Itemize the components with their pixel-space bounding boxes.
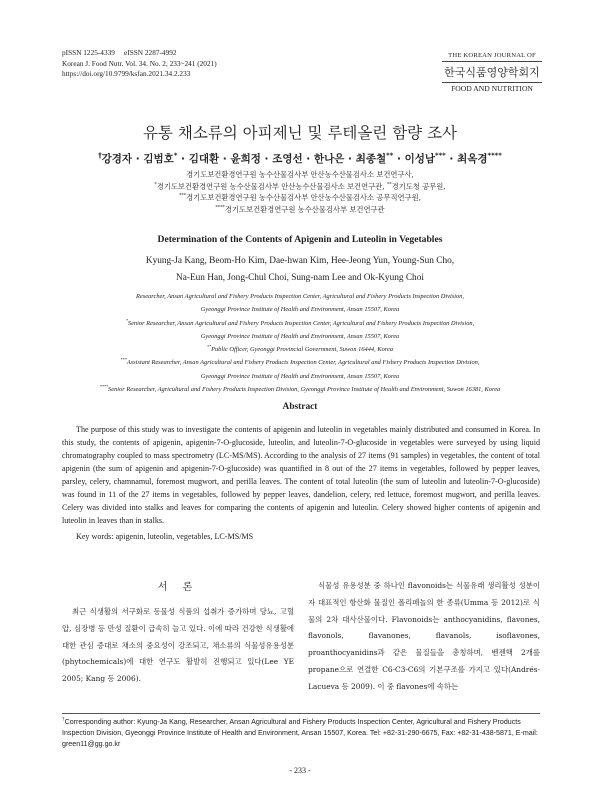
affiliation-mark: **** (215, 205, 225, 211)
author-name: 조영선 (272, 153, 303, 165)
affiliations-kr (0, 169, 600, 215)
citation-line: Korean J. Food Nutr. Vol. 34. No. 2, 233~241 (2021) (62, 58, 217, 68)
affiliation-text: Gyeonggi Province Institute of Health and Environment, Ansan 15507, Korea (200, 332, 400, 340)
paper-title-kr: 유통 채소류의 아피제닌 및 루테올린 함량 조사 (142, 124, 458, 142)
affiliation-text: Assistant Researcher, Ansan Agricultural and Fishery Products Inspection Center, Agricultural and Fishery Products Inspection Division, (126, 359, 480, 367)
footnote-divider (62, 713, 540, 714)
keywords: Key words: apigenin, luteolin, vegetables, LC-MS/MS (76, 532, 254, 541)
footnote-text: Corresponding author: Kyung-Ja Kang, Researcher, Ansan Agricultural and Fishery Products Inspection Center, Agricultural and Fishery Products Inspection Division, Gyeonggi Province Institute of Health and Environment, Ansan 15507, Korea. Tel: +82-31-290-6675, Fax: +82-31-438-5871, E-mail: green11@gg.go.kr (62, 718, 538, 749)
affiliation-kr (0, 192, 600, 204)
author-mark: † (98, 151, 102, 160)
journal-name-en-bottom: FOOD AND NUTRITION (451, 84, 533, 93)
author-name: 한나은 (313, 153, 345, 165)
author-mark: ** (386, 151, 394, 160)
affiliation-text: Senior Researcher, Ansan Agricultural and Fishery Products Inspection Center, Agricultural and Fishery Products Inspection Division, (127, 319, 475, 327)
affiliation-mark: ** (206, 344, 212, 350)
affiliation-text: Public Officer, Gyeonggi Provincial Government, Suwon 16444, Korea (211, 346, 394, 354)
affiliations-en (0, 290, 600, 396)
abstract-heading: Abstract (282, 402, 318, 412)
doi-link[interactable]: https://doi.org/10.9799/ksfan.2021.34.2.233 (62, 69, 191, 79)
author-mark: *** (435, 151, 446, 160)
author-name: 김대환 (188, 153, 220, 165)
affiliation-mark: *** (120, 357, 127, 363)
affiliation-mark: ** (386, 182, 392, 188)
intro-left-column: 최근 식생활의 서구화로 동물성 식품의 섭취가 증가하며 당뇨, 고혈압, 심장병 등 만성 질환이 급속히 늘고 있다. 이에 따라 건강한 식생활에 대한 관심 증대로 채소의 중요성이 강조되고, 채소류의 식물성유용성분(phytochemicals)에 대한 연구도 활발히 진행되고 있다(Lee YE 2005; Kang 등 2006). (62, 607, 294, 684)
journal-masthead (442, 52, 542, 93)
intro-right-column: 식물성 유용성분 중 하나인 flavonoids는 식물유래 생리활성 성분이자 대표적인 항산화 물질인 폴리페놀의 한 종류(Umma 등 2012)로 식물의 2차 대사산물이다. Flavonoids는 anthocyanidins, flavones, flavonols, flavanones, flavanols, isoflavones, proanthocyanidins과 같은 물질들을 총칭하며, 벤젠핵 2개를 propane으로 연결한 C6-C3-C6의 기본구조를 가지고 있다(Andrés-Lacueva 등 2009). 이 중 flavones에 속하는 (308, 581, 540, 691)
authors-kr: †강경자 · 김범호* · 김대환 · 윤희정 · 조영선 · 한나은 · 최종철** · 이성남*** · 최옥경**** (98, 151, 502, 165)
authors-en-line: Kyung-Ja Kang, Beom-Ho Kim, Dae-hwan Kim, Hee-Jeong Yun, Young-Sun Cho, (145, 256, 455, 266)
affiliation-mark: **** (99, 383, 109, 389)
affiliation-en (0, 330, 600, 343)
affiliation-text: 경기도보건환경연구원 농수산물검사부 보건연구관 (224, 204, 385, 214)
citation-block (62, 48, 217, 80)
affiliation-en (0, 343, 600, 356)
authors-en-line: Na-Eun Han, Jong-Chul Choi, Sung-nam Lee and Ok-Kyung Choi (176, 273, 424, 283)
affiliation-text: Senior Researcher, Agricultural and Fishery Products Inspection Division, Gyeonggi Province Institute of Health and Environment, Suwon 16381, Korea (108, 386, 501, 394)
abstract-body: The purpose of this study was to investigate the contents of apigenin and luteolin in vegetables mainly distributed and consumed in Korea. In this study, the contents of apigenin, apigenin-7-O-glucoside, luteolin, and luteolin-7-O-glucoside in vegetables were surveyed by using liquid chromatography coupled to mass spectrometry (LC-MS/MS). According to the analysis of 27 items (91 samples) in vegetables, the content of total apigenin (the sum of apigenin and apigenin-7-O-glucoside) was quantified in 8 out of the 27 items in vegetables, followed by pepper leaves, parsley, celery, chamnamul, foremost mugwort, and perilla leaves. The content of total luteolin (the sum of luteolin and luteolin-7-O-glucoside) was found in 11 of the 27 items in vegetables, followed by pepper leaves, dandelion, celery, red lettuce, foremost mugwort, and perilla leaves. Celery was divided into stalks and leaves for comparing the contents of apigenin and luteolin. Celery showed higher contents of apigenin and luteolin in leaves than in stalks. (62, 425, 540, 525)
corresponding-author-footnote (62, 717, 540, 751)
affiliation-text: Researcher, Ansan Agricultural and Fishery Products Inspection Center, Agricultural and Fishery Products Inspection Division, (135, 293, 464, 300)
author-name: 강경자 (101, 153, 133, 165)
affiliation-en (0, 383, 600, 396)
affiliation-text: Gyeonggi Province Institute of Health and Environment, Ansan 15507, Korea (200, 372, 400, 380)
author-name: 김범호 (143, 153, 174, 165)
journal-name-en-top: THE KOREAN JOURNAL OF (448, 52, 536, 59)
issn-line: pISSN 1225-4339 eISSN 2287-4992 (62, 48, 177, 57)
page-number: - 233 - (289, 766, 311, 775)
paper-title-en: Determination of the Contents of Apigenin and Luteolin in Vegetables (157, 234, 443, 245)
author-mark: **** (487, 151, 502, 160)
authors-en (0, 253, 600, 287)
affiliation-en (0, 370, 600, 383)
affiliation-en (0, 356, 600, 369)
affiliation-en (0, 290, 600, 303)
affiliation-en (0, 303, 600, 316)
author-mark: * (173, 151, 178, 160)
affiliation-mark: *** (179, 193, 187, 199)
affiliation-mark: * (125, 317, 128, 323)
affiliation-text: 경기도보건환경연구원 농수산물검사부 안산농수산물검사소 공무직연구원, (186, 193, 421, 202)
author-name: 윤희정 (230, 153, 261, 165)
journal-name-kr: 한국식품영양학회지 (442, 61, 542, 83)
affiliation-en (0, 317, 600, 330)
footnote-mark: † (62, 716, 65, 722)
affiliation-text: 경기도청 공무원, (391, 181, 446, 191)
author-name: 이성남 (404, 153, 436, 165)
affiliation-text: Gyeonggi Province Institute of Health and Environment, Ansan 15507, Korea (200, 306, 400, 314)
affiliation-kr (0, 181, 600, 193)
author-name: 최옥경 (457, 153, 488, 165)
affiliation-mark: * (154, 182, 157, 188)
affiliation-kr (0, 169, 600, 181)
affiliation-text: 경기도보건환경연구원 농수산물검사부 안산농수산물검사소 보건연구관, (156, 181, 387, 191)
section-heading-introduction: 서 론 (157, 582, 199, 593)
author-name: 최종철 (355, 153, 387, 165)
affiliation-text: 경기도보건환경연구원 농수산물검사부 안산농수산물검사소 보건연구사, (186, 170, 414, 179)
affiliation-kr (0, 204, 600, 216)
